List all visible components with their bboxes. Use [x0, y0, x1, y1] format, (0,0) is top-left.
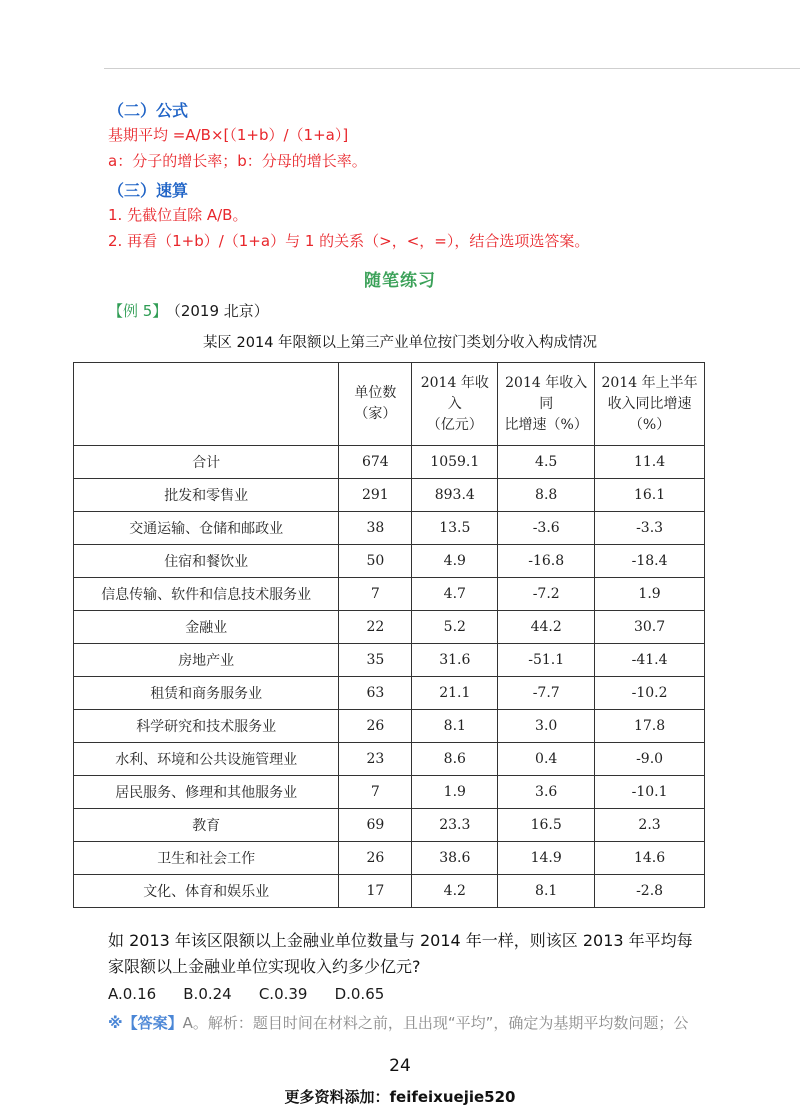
- table-cell: 8.1: [412, 710, 498, 743]
- table-cell: -7.7: [498, 677, 595, 710]
- table-cell: 16.1: [595, 479, 705, 512]
- table-cell: 35: [339, 644, 412, 677]
- answer-line: [108, 1012, 688, 1033]
- table-cell: -16.8: [498, 545, 595, 578]
- answer-label: ※【答案】: [108, 1014, 183, 1032]
- table-cell: -9.0: [595, 743, 705, 776]
- table-cell: -7.2: [498, 578, 595, 611]
- table-row: [74, 710, 705, 743]
- option-a[interactable]: A.0.16: [108, 985, 157, 1003]
- table-cell: 674: [339, 446, 412, 479]
- table-cell: -10.2: [595, 677, 705, 710]
- table-cell: 17.8: [595, 710, 705, 743]
- table-cell: -51.1: [498, 644, 595, 677]
- table-cell: 50: [339, 545, 412, 578]
- table-cell: 44.2: [498, 611, 595, 644]
- quick-calc-step-2: 2. 再看（1+b）/（1+a）与 1 的关系（>，<，=），结合选项选答案。: [108, 232, 590, 250]
- industry-name-cell: 居民服务、修理和其他服务业: [74, 776, 339, 809]
- industry-name-cell: 信息传输、软件和信息技术服务业: [74, 578, 339, 611]
- table-cell: 3.6: [498, 776, 595, 809]
- table-cell: 21.1: [412, 677, 498, 710]
- page-number: 24: [389, 1056, 411, 1076]
- answer-options: [108, 984, 406, 1003]
- table-cell: 11.4: [595, 446, 705, 479]
- table-cell: 63: [339, 677, 412, 710]
- industry-name-cell: 交通运输、仓储和邮政业: [74, 512, 339, 545]
- table-row: [74, 776, 705, 809]
- example-label: 【例 5】: [108, 302, 168, 320]
- example-header: [108, 300, 269, 321]
- option-c[interactable]: C.0.39: [258, 985, 308, 1003]
- industry-name-cell: 教育: [74, 809, 339, 842]
- table-cell: 8.6: [412, 743, 498, 776]
- table-cell: 14.6: [595, 842, 705, 875]
- table-cell: 16.5: [498, 809, 595, 842]
- table-cell: 69: [339, 809, 412, 842]
- industry-name-cell: 房地产业: [74, 644, 339, 677]
- table-cell: 26: [339, 710, 412, 743]
- table-cell: 7: [339, 578, 412, 611]
- table-cell: 38.6: [412, 842, 498, 875]
- table-cell: 0.4: [498, 743, 595, 776]
- formula-text: 基期平均 =A/B×[（1+b）/（1+a）]: [108, 126, 349, 144]
- table-cell: 1.9: [595, 578, 705, 611]
- table-cell: 4.2: [412, 875, 498, 908]
- formula-definition: a：分子的增长率；b：分母的增长率。: [108, 152, 367, 170]
- option-d[interactable]: D.0.65: [334, 985, 385, 1003]
- industry-name-cell: 住宿和餐饮业: [74, 545, 339, 578]
- industry-name-cell: 批发和零售业: [74, 479, 339, 512]
- table-cell: -2.8: [595, 875, 705, 908]
- footer-contact: 更多资料添加：feifeixuejie520: [284, 1088, 516, 1106]
- quick-calc-heading: （三）速算: [108, 181, 189, 200]
- table-cell: 30.7: [595, 611, 705, 644]
- table-cell: -18.4: [595, 545, 705, 578]
- table-cell: 31.6: [412, 644, 498, 677]
- industry-name-cell: 金融业: [74, 611, 339, 644]
- quick-calc-step-1: 1. 先截位直除 A/B。: [108, 206, 248, 224]
- table-cell: -10.1: [595, 776, 705, 809]
- table-cell: 1059.1: [412, 446, 498, 479]
- table-row: [74, 842, 705, 875]
- answer-text: A。解析：题目时间在材料之前，且出现“平均”，确定为基期平均数问题；公: [182, 1014, 689, 1032]
- table-cell: 3.0: [498, 710, 595, 743]
- table-row: [74, 677, 705, 710]
- table-cell: 8.8: [498, 479, 595, 512]
- practice-title: 随笔练习: [364, 271, 436, 291]
- table-cell: 1.9: [412, 776, 498, 809]
- table-cell: 4.7: [412, 578, 498, 611]
- table-cell: 13.5: [412, 512, 498, 545]
- table-header-row: [74, 363, 705, 446]
- table-cell: 23.3: [412, 809, 498, 842]
- table-cell: 26: [339, 842, 412, 875]
- table-row: [74, 446, 705, 479]
- table-cell: 17: [339, 875, 412, 908]
- table-cell: 38: [339, 512, 412, 545]
- table-cell: -41.4: [595, 644, 705, 677]
- table-cell: -3.6: [498, 512, 595, 545]
- industry-name-cell: 水利、环境和公共设施管理业: [74, 743, 339, 776]
- table-cell: 7: [339, 776, 412, 809]
- table-cell: 4.9: [412, 545, 498, 578]
- formula-heading: （二）公式: [108, 101, 189, 120]
- table-cell: 23: [339, 743, 412, 776]
- table-row: [74, 578, 705, 611]
- table-row: [74, 644, 705, 677]
- example-source: （2019 北京）: [173, 302, 269, 320]
- table-cell: 22: [339, 611, 412, 644]
- table-cell: 893.4: [412, 479, 498, 512]
- table-cell: 2.3: [595, 809, 705, 842]
- table-row: [74, 479, 705, 512]
- option-b[interactable]: B.0.24: [183, 985, 232, 1003]
- industry-name-cell: 合计: [74, 446, 339, 479]
- table-row: [74, 611, 705, 644]
- table-row: [74, 809, 705, 842]
- table-row: [74, 743, 705, 776]
- table-row: [74, 545, 705, 578]
- table-row: [74, 512, 705, 545]
- table-header-cell: 单位数 （家）: [339, 363, 412, 446]
- top-divider: [104, 68, 800, 69]
- table-cell: 5.2: [412, 611, 498, 644]
- table-caption: 某区 2014 年限额以上第三产业单位按门类划分收入构成情况: [202, 335, 598, 351]
- industry-name-cell: 文化、体育和娱乐业: [74, 875, 339, 908]
- industry-name-cell: 科学研究和技术服务业: [74, 710, 339, 743]
- table-cell: 14.9: [498, 842, 595, 875]
- table-cell: 291: [339, 479, 412, 512]
- industry-name-cell: 卫生和社会工作: [74, 842, 339, 875]
- income-table: [73, 362, 705, 908]
- table-row: [74, 875, 705, 908]
- table-cell: -3.3: [595, 512, 705, 545]
- question-text: 如 2013 年该区限额以上金融业单位数量与 2014 年一样，则该区 2013 年平均每家限额以上金融业单位实现收入约多少亿元?: [108, 931, 693, 976]
- table-cell: 4.5: [498, 446, 595, 479]
- industry-name-cell: 租赁和商务服务业: [74, 677, 339, 710]
- table-header-cell: 2014 年收入 （亿元）: [412, 363, 498, 446]
- table-header-cell: [74, 363, 339, 446]
- table-header-cell: 2014 年上半年 收入同比增速 （%）: [595, 363, 705, 446]
- table-cell: 8.1: [498, 875, 595, 908]
- table-header-cell: 2014 年收入同 比增速（%）: [498, 363, 595, 446]
- table-body: [74, 446, 705, 908]
